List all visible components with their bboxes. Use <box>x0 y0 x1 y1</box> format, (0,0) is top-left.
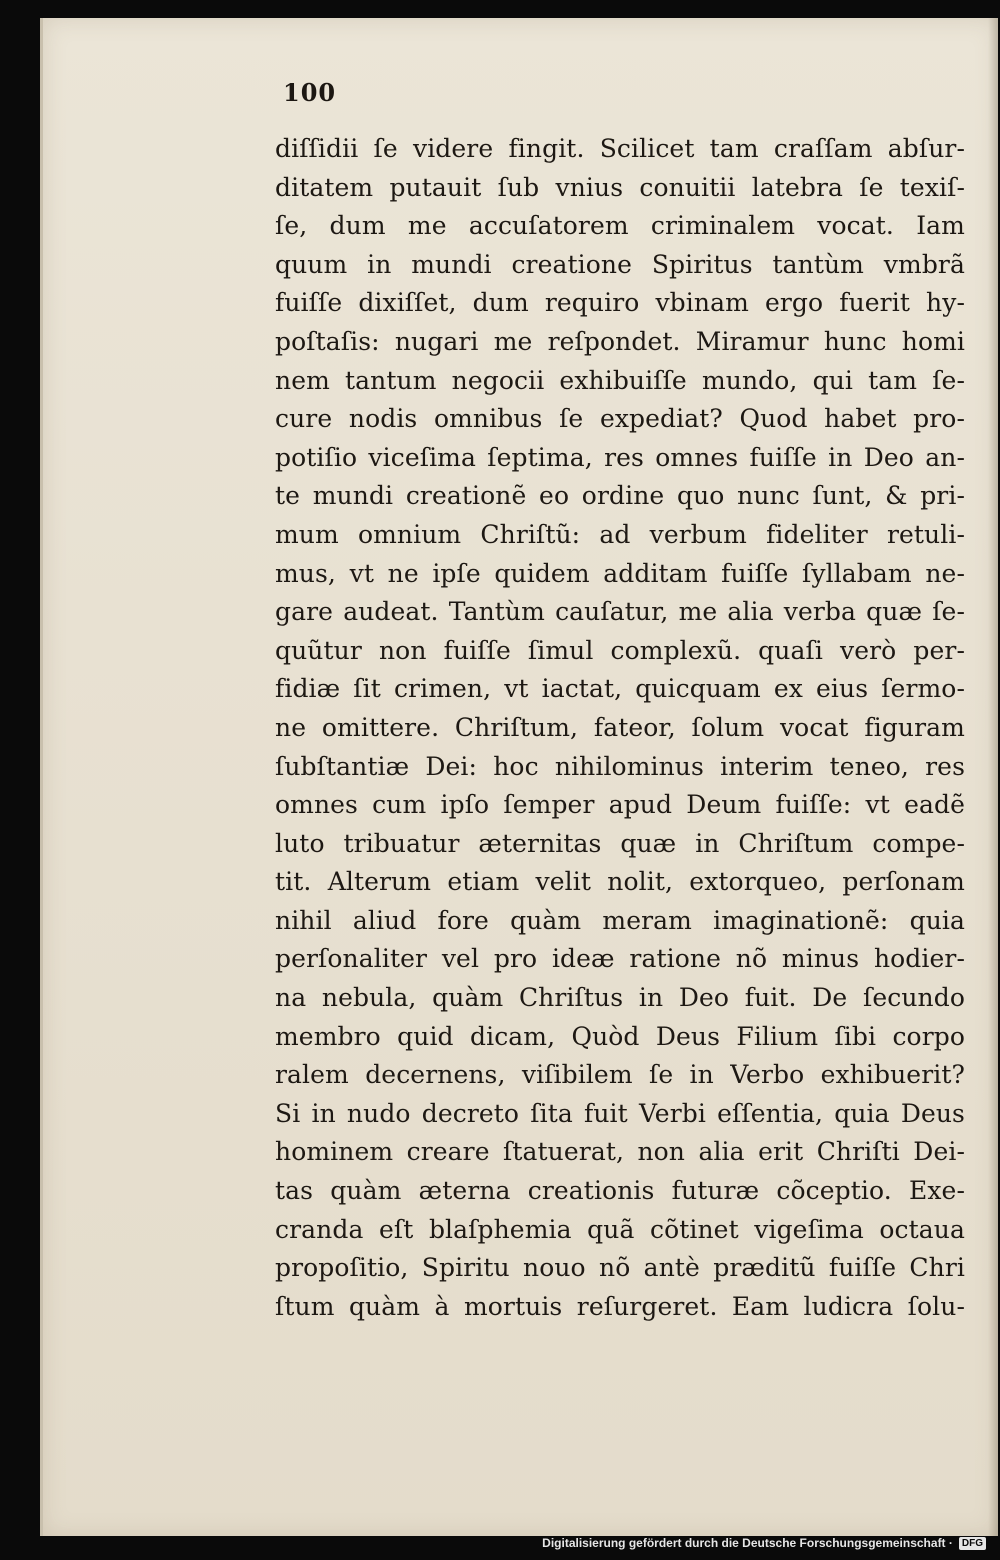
text-line-4: quum in mundi creatione Spiritus tantùm vmbrã <box>275 249 965 279</box>
text-line-29: cranda eſt blaſphemia quã cõtinet vigeſima octaua <box>275 1214 965 1244</box>
text-line-14: quũtur non fuiſſe ſimul complexũ. quaſi verò per- <box>275 635 965 665</box>
text-line-6: poſtaſis: nugari me reſpondet. Miramur hunc homi <box>275 326 965 356</box>
text-line-30: propoſitio, Spiritu nouo nõ antè præditũ fuiſſe Chri <box>275 1253 965 1283</box>
dfg-logo: DFG <box>959 1537 986 1550</box>
text-line-26: Si in nudo decreto ſita fuit Verbi eſſentia, quia Deus <box>275 1098 965 1128</box>
body-text <box>275 130 965 1326</box>
text-line-9: potiſio viceſima ſeptima, res omnes fuiſſe in Deo an- <box>275 442 965 472</box>
footer-credit <box>542 1536 986 1550</box>
text-line-18: omnes cum ipſo ſemper apud Deum fuiſſe: vt eadẽ <box>275 790 965 820</box>
text-line-31: ſtum quàm à mortuis reſurgeret. Eam ludicra ſolu- <box>275 1291 965 1321</box>
text-line-24: membro quid dicam, Quòd Deus Filium ſibi corpo <box>275 1021 965 1051</box>
text-line-8: cure nodis omnibus ſe expediat? Quod habet pro- <box>275 404 965 434</box>
text-line-11: mum omnium Chriſtũ: ad verbum fideliter retuli- <box>275 519 965 549</box>
text-line-17: ſubſtantiæ Dei: hoc nihilominus interim teneo, res <box>275 751 965 781</box>
text-line-1: diſſidii ſe videre fingit. Scilicet tam craſſam abſur- <box>275 134 965 163</box>
text-line-13: gare audeat. Tantùm cauſatur, me alia verba quæ ſe- <box>275 597 965 627</box>
text-line-2: ditatem putauit ſub vnius conuitii latebra ſe texiſ- <box>275 172 965 202</box>
text-line-7: nem tantum negocii exhibuiſſe mundo, qui tam ſe- <box>275 365 965 395</box>
text-line-27: hominem creare ſtatuerat, non alia erit Chriſti Dei- <box>275 1137 965 1167</box>
text-line-28: tas quàm æterna creationis futuræ cõceptio. Exe- <box>275 1176 965 1206</box>
text-line-19: luto tribuatur æternitas quæ in Chriſtum compe- <box>275 828 965 858</box>
text-line-22: perſonaliter vel pro ideæ ratione nõ minus hodier- <box>275 944 965 974</box>
text-line-12: mus, vt ne ipſe quidem additam fuiſſe ſyllabam ne- <box>275 558 965 588</box>
text-line-25: ralem decernens, viſibilem ſe in Verbo exhibuerit? <box>275 1060 965 1090</box>
page-number: 100 <box>283 78 337 107</box>
text-line-15: fidiæ ſit crimen, vt iactat, quicquam ex eius ſermo- <box>275 674 965 704</box>
text-line-16: ne omittere. Chriſtum, fateor, ſolum vocat figuram <box>275 712 965 742</box>
funding-credit-text: Digitalisierung gefördert durch die Deutsche Forschungsgemeinschaft · <box>542 1536 953 1550</box>
text-line-23: na nebula, quàm Chriſtus in Deo fuit. De ſecundo <box>275 983 965 1013</box>
page-edge-shadow <box>988 18 998 1536</box>
text-line-10: te mundi creationẽ eo ordine quo nunc ſunt, & pri- <box>275 481 965 511</box>
text-line-5: fuiſſe dixiſſet, dum requiro vbinam ergo fuerit hy- <box>275 288 965 318</box>
text-line-20: tit. Alterum etiam velit nolit, extorqueo, perſonam <box>275 867 965 897</box>
text-line-21: nihil aliud fore quàm meram imaginationẽ: quia <box>275 905 965 935</box>
text-line-3: ſe, dum me accuſatorem criminalem vocat. Iam <box>275 211 965 241</box>
book-page <box>40 18 998 1536</box>
